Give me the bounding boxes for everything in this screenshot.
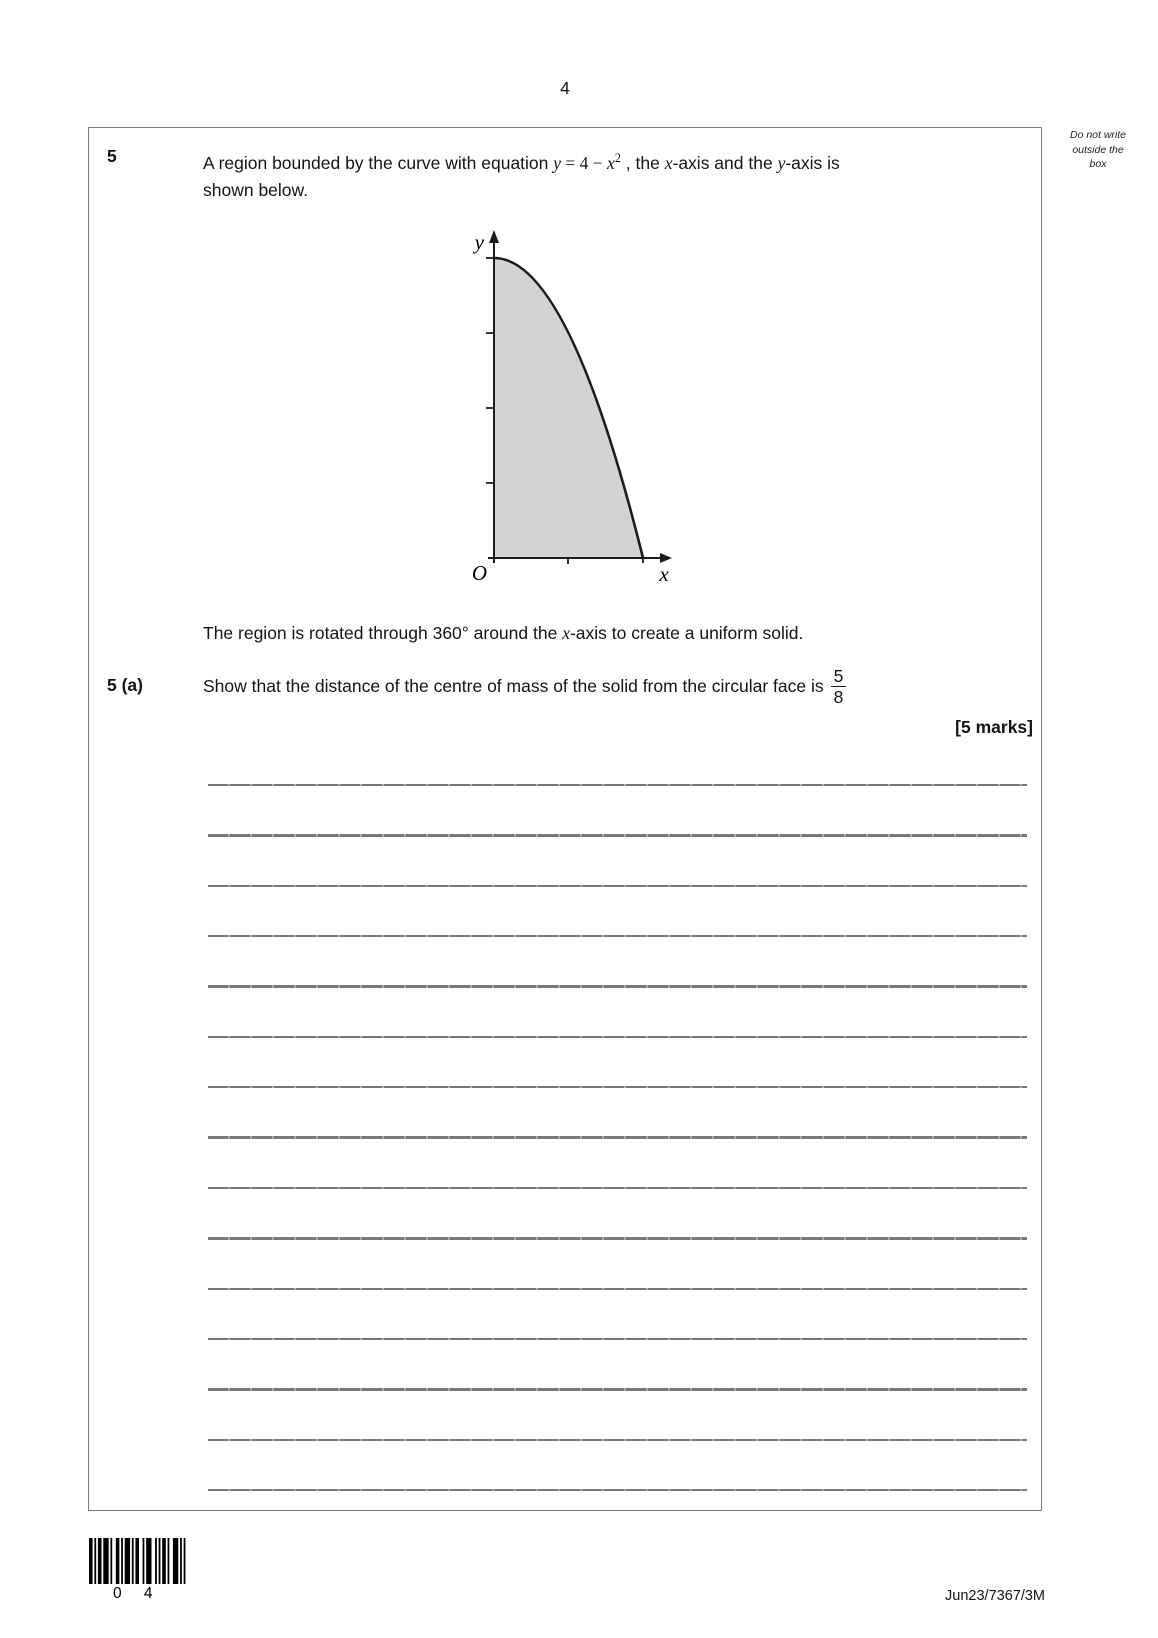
barcode-digits: 0 4 — [113, 1585, 162, 1602]
answer-line — [208, 885, 1027, 887]
barcode-bar — [143, 1538, 145, 1584]
barcode-bar — [103, 1538, 108, 1584]
barcode-bar — [173, 1538, 178, 1584]
footer-reference: Jun23/7367/3M — [945, 1588, 1045, 1604]
fraction-numerator: 5 — [831, 666, 847, 687]
barcode-bar — [162, 1538, 166, 1584]
rotation-statement: The region is rotated through 360° around the x-axis to create a uniform solid. — [203, 623, 804, 643]
answer-line — [208, 1036, 1027, 1038]
barcode — [89, 1538, 189, 1584]
y-axis-arrow-icon — [489, 230, 499, 243]
answer-line — [208, 1439, 1027, 1441]
answer-line — [208, 1237, 1027, 1239]
answer-line — [208, 784, 1027, 786]
barcode-bar — [155, 1538, 157, 1584]
barcode-bar — [132, 1538, 134, 1584]
fraction — [831, 666, 847, 707]
part-a-prompt-row — [203, 660, 1008, 712]
y-axis-label: y — [474, 230, 484, 254]
answer-line — [208, 1136, 1027, 1138]
part-a-prompt: Show that the distance of the centre of mass of the solid from the circular face is — [203, 675, 824, 696]
answer-line — [208, 834, 1027, 836]
question-number: 5 — [107, 146, 117, 166]
part-a-label: 5 (a) — [107, 675, 143, 695]
barcode-bar — [89, 1538, 93, 1584]
answer-line — [208, 1489, 1027, 1491]
barcode-bar — [135, 1538, 139, 1584]
question-intro-line1: A region bounded by the curve with equation $y = 4 - x^2$ , the x-axis and the y-axis is — [203, 151, 840, 173]
answer-line — [208, 985, 1027, 987]
answer-line — [208, 935, 1027, 937]
x-axis-label: x — [659, 562, 669, 586]
shaded-region — [494, 258, 643, 558]
barcode-bar — [159, 1538, 161, 1584]
barcode-bar — [146, 1538, 151, 1584]
margin-note — [1048, 128, 1148, 172]
barcode-bar — [168, 1538, 170, 1584]
answer-line — [208, 1288, 1027, 1290]
origin-label: O — [471, 561, 487, 585]
barcode-bar — [180, 1538, 182, 1584]
figure — [420, 215, 690, 595]
margin-note-line: box — [1089, 158, 1107, 170]
answer-line — [208, 1187, 1027, 1189]
question-intro-line2: shown below. — [203, 180, 309, 201]
page-number: 4 — [560, 78, 570, 98]
marks-label: [5 marks] — [955, 717, 1033, 737]
margin-note-line: Do not write — [1069, 129, 1127, 141]
barcode-bar — [121, 1538, 123, 1584]
barcode-bar — [116, 1538, 120, 1584]
barcode-bar — [184, 1538, 186, 1584]
answer-line — [208, 1388, 1027, 1390]
fraction-denominator: 8 — [833, 686, 844, 707]
barcode-bar — [98, 1538, 102, 1584]
question-intro — [203, 145, 1003, 205]
margin-note-line: outside the — [1072, 143, 1124, 156]
barcode-bar — [110, 1538, 112, 1584]
barcode-bar — [125, 1538, 130, 1584]
answer-line — [208, 1086, 1027, 1088]
barcode-bar — [94, 1538, 96, 1584]
answer-line — [208, 1338, 1027, 1340]
